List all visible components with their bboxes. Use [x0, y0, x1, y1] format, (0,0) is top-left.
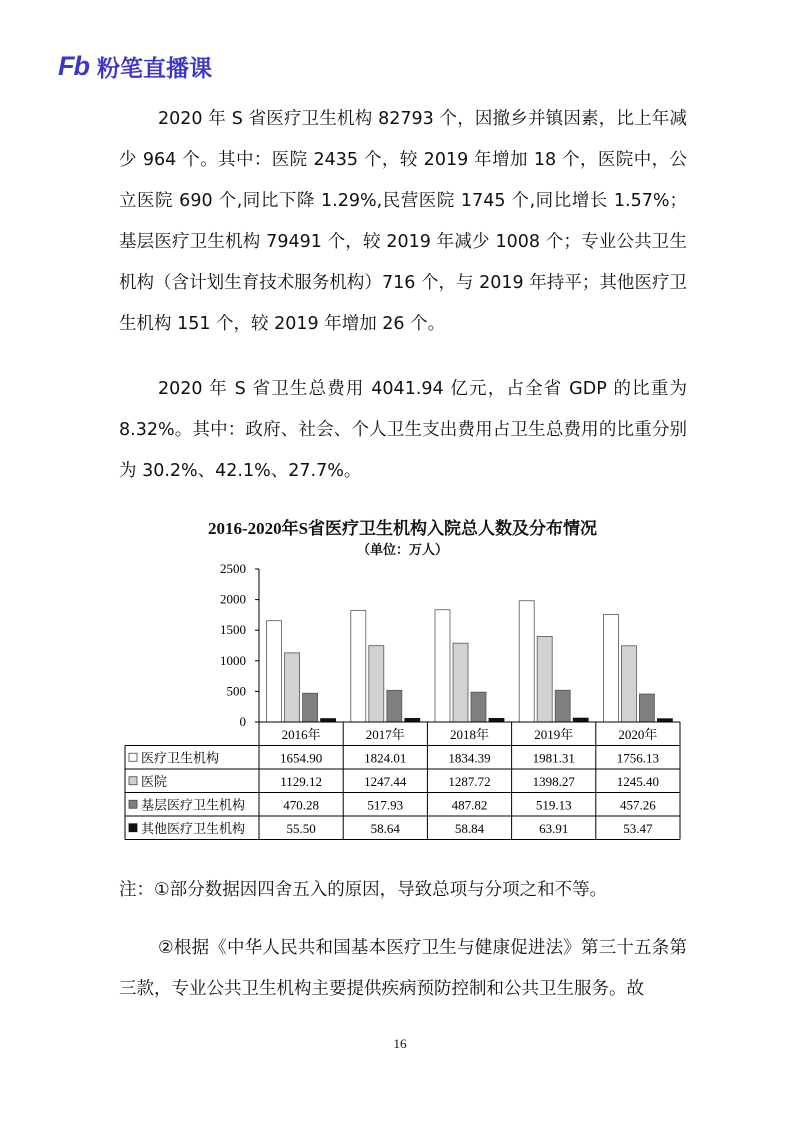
data-label: 1129.12: [280, 773, 322, 789]
data-label: 58.84: [454, 820, 485, 836]
legend-swatch-4: [129, 824, 137, 832]
legend-swatch-2: [129, 777, 137, 785]
bar-1-2: [351, 610, 366, 722]
data-label: 517.93: [367, 797, 404, 813]
legend-label-3: 基层医疗卫生机构: [141, 797, 246, 813]
data-label: 58.64: [370, 820, 400, 836]
x-category-label: 2020年: [618, 727, 658, 742]
bar-3-4: [555, 690, 570, 722]
x-category-label: 2018年: [449, 727, 490, 742]
data-label: 1398.27: [532, 773, 575, 789]
y-tick-label: 2000: [220, 591, 246, 607]
x-category-label: 2017年: [365, 727, 405, 742]
legend-label-4: 其他医疗卫生机构: [141, 820, 246, 836]
bar-4-3: [489, 718, 504, 722]
y-tick-label: 1500: [220, 622, 246, 638]
data-label: 1834.39: [448, 750, 491, 766]
paragraph-law-reference: ②根据《中华人民共和国基本医疗卫生与健康促进法》第三十五条第三款，专业公共卫生机构主要提供疾病预防控制和公共卫生服务。故: [119, 938, 687, 999]
data-label: 1287.72: [448, 773, 491, 789]
bar-3-1: [303, 693, 318, 722]
bar-4-4: [573, 718, 588, 722]
data-label: 55.50: [286, 820, 316, 836]
paragraph-health-expense: 2020 年 S 省卫生总费用 4041.94 亿元，占全省 GDP 的比重为 8.32%。其中：政府、社会、个人卫生支出费用占卫生总费用的比重分别为 30.2%、42.1%、27.7%。: [119, 379, 687, 481]
legend-label-2: 医院: [141, 773, 168, 789]
data-label: 470.28: [283, 797, 319, 813]
x-category-label: 2016年: [281, 727, 321, 742]
bar-4-1: [321, 719, 336, 722]
data-label: 1756.13: [616, 750, 660, 766]
chart-title: 2016-2020年S省医疗卫生机构入院总人数及分布情况: [207, 519, 598, 538]
x-category-label: 2019年: [534, 727, 574, 742]
bar-2-2: [369, 646, 384, 722]
chart-figure: [120, 505, 685, 845]
data-label: 63.91: [539, 820, 569, 836]
data-label: 1981.31: [532, 750, 575, 766]
bar-2-3: [453, 643, 468, 722]
bar-1-4: [519, 601, 534, 722]
bar-1-1: [267, 621, 282, 722]
y-tick-label: 2500: [220, 561, 246, 576]
bar-2-5: [621, 646, 636, 722]
y-tick-label: 500: [226, 683, 246, 699]
data-label: 1247.44: [364, 773, 407, 789]
y-tick-label: 1000: [220, 652, 246, 668]
data-label: 1654.90: [279, 750, 323, 766]
bar-3-5: [639, 694, 654, 722]
bar-4-2: [405, 718, 420, 722]
page-number: 16: [393, 1036, 407, 1051]
data-label: 519.13: [535, 797, 572, 813]
bar-2-1: [285, 653, 300, 722]
bar-3-2: [387, 690, 402, 722]
brand-logo: [58, 50, 212, 82]
data-label: 487.82: [451, 797, 488, 813]
legend-label-1: 医疗卫生机构: [141, 750, 220, 766]
chart-subtitle: （单位：万人）: [356, 542, 448, 557]
brand-name: 粉笔直播课: [97, 55, 212, 82]
y-tick-label: 0: [239, 714, 246, 729]
note-rounding: 注：①部分数据因四舍五入的原因，导致总项与分项之和不等。: [119, 880, 608, 900]
data-label: 53.47: [623, 820, 653, 836]
bar-1-5: [603, 615, 618, 722]
paragraph-institutions: 2020 年 S 省医疗卫生机构 82793 个，因撤乡并镇因素，比上年减少 964 个。其中：医院 2435 个，较 2019 年增加 18 个，医院中，公立医院 690 个,同比下降 1.29%,民营医院 1745 个,同比增长 1.57%；基层医疗卫生机构 79491 个，较 2019 年减少 1008 个；专业公共卫生机构（含计划生育技术服务机构）716 个，与 2019 年持平；其他医疗卫生机构 151 个，较 2019 年增加 26 个。: [119, 109, 687, 334]
data-label: 1824.01: [364, 750, 407, 766]
bar-1-3: [435, 610, 450, 722]
legend-swatch-1: [129, 753, 137, 761]
logo-mark: Fb: [58, 50, 89, 81]
bar-3-3: [471, 692, 486, 722]
data-label: 457.26: [620, 797, 656, 813]
data-label: 1245.40: [616, 773, 660, 789]
bar-2-4: [537, 636, 552, 722]
legend-swatch-3: [129, 800, 137, 808]
